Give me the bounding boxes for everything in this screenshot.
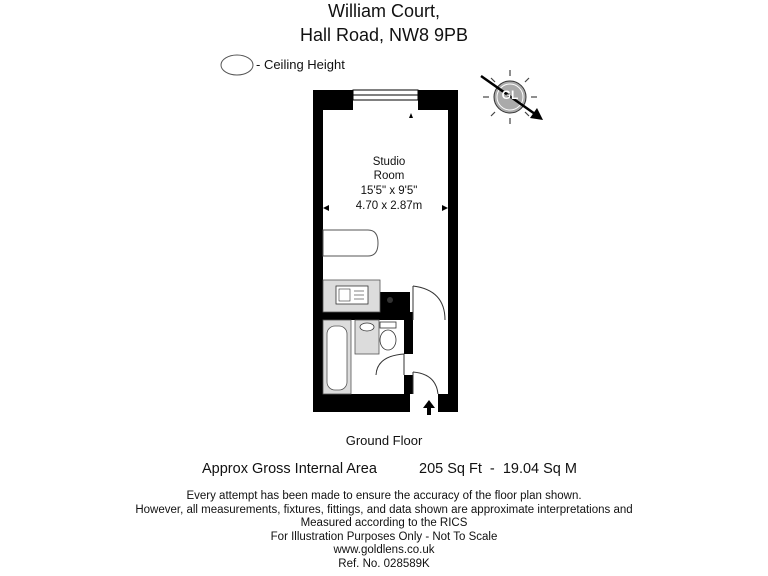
area-value: 205 Sq Ft - 19.04 Sq M bbox=[419, 461, 577, 477]
room-name-line-2: Room bbox=[373, 170, 405, 182]
disclaimer-line: Every attempt has been made to ensure the accuracy of the floor plan shown. bbox=[186, 490, 582, 502]
room-dimensions-imperial: 15'5" x 9'5" bbox=[360, 185, 418, 197]
basin-icon bbox=[360, 323, 374, 331]
website-link[interactable]: www.goldlens.co.uk bbox=[333, 544, 435, 557]
area-label: Approx Gross Internal Area bbox=[202, 461, 377, 477]
disclaimer-line: For Illustration Purposes Only - Not To Scale bbox=[270, 530, 498, 543]
room-name-line-1: Studio bbox=[372, 156, 406, 168]
address-line-2: Hall Road, NW8 9PB bbox=[299, 25, 469, 45]
window bbox=[353, 90, 418, 100]
ellipse-icon bbox=[221, 55, 253, 75]
floor-label: Ground Floor bbox=[345, 433, 423, 448]
room-dimensions-metric: 4.70 x 2.87m bbox=[355, 200, 423, 212]
disclaimer-line: However, all measurements, fixtures, fittings, and data shown are approximate interpretations and bbox=[135, 503, 633, 516]
entrance-arrow-icon bbox=[423, 400, 435, 415]
disclaimer-line: Measured according to the RICS bbox=[300, 517, 468, 530]
ceiling-height-legend-label: - Ceiling Height bbox=[256, 57, 345, 72]
sofa-outline bbox=[323, 230, 378, 256]
toilet-icon bbox=[380, 330, 396, 350]
compass-badge: GL bbox=[501, 88, 519, 102]
address-line-1: William Court, bbox=[327, 1, 440, 21]
reference-number: Ref. No. 028589K bbox=[338, 557, 430, 570]
disclaimer bbox=[0, 490, 768, 572]
